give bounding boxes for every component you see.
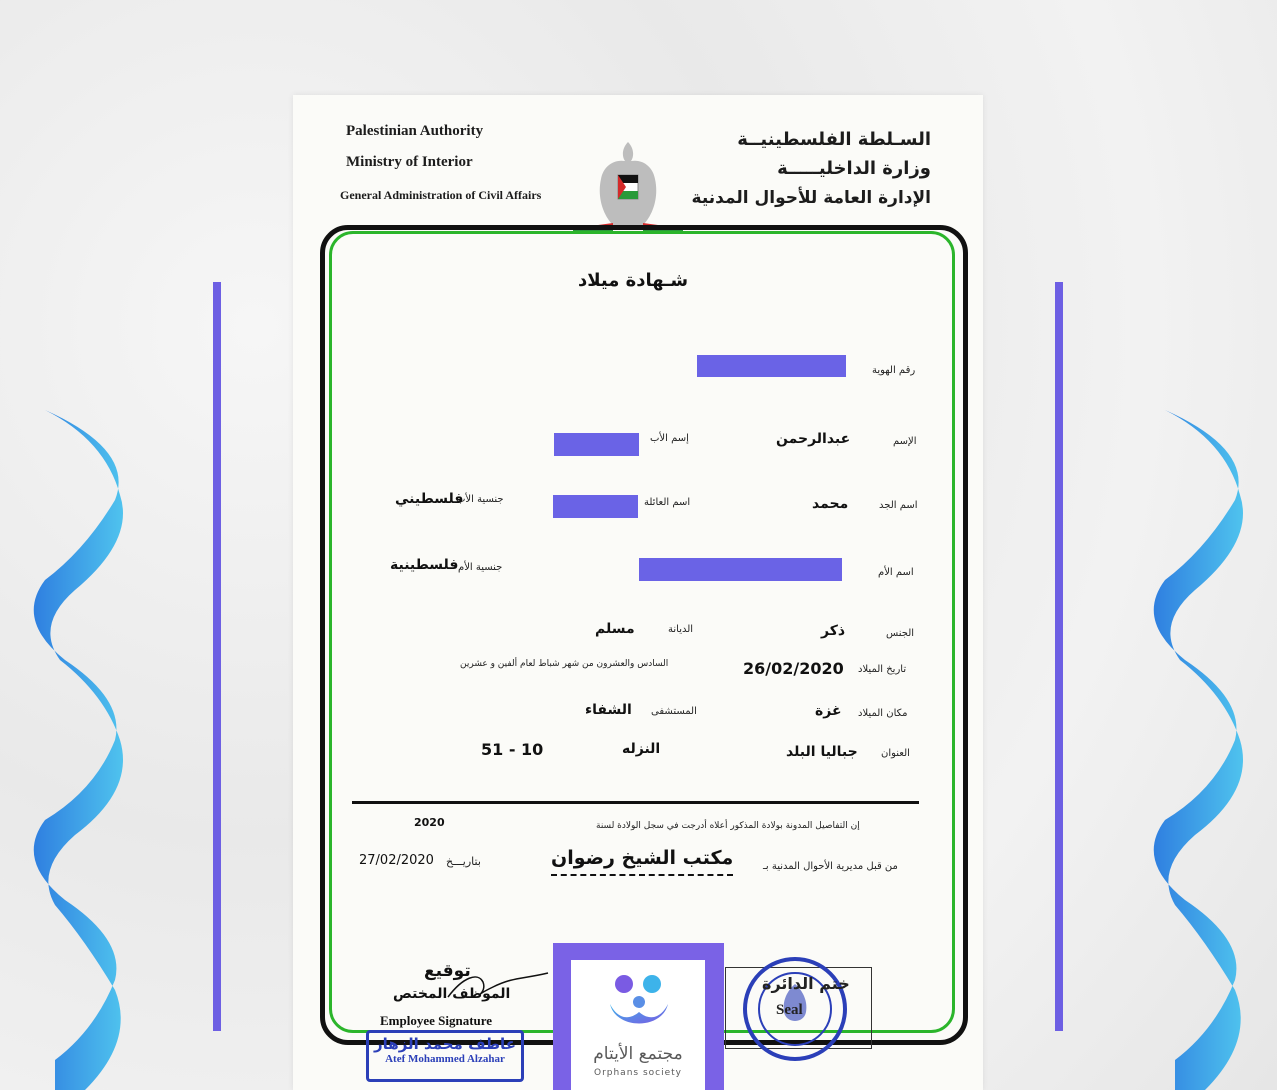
divider-line (352, 801, 919, 804)
id-label: رقم الهوية (872, 365, 916, 376)
birth-certificate-document (293, 95, 983, 1090)
hospital-value: الشفاء (585, 702, 632, 718)
logo-name-ar: مجتمع الأيتام (593, 1044, 683, 1064)
header-en-ministry: Ministry of Interior (346, 154, 473, 170)
religion-value: مسلم (595, 621, 635, 637)
name-value: عبدالرحمن (776, 431, 851, 447)
seal-label-ar: ختم الدائرة (762, 974, 850, 993)
right-wave-decoration (1145, 410, 1255, 1090)
header-en-authority: Palestinian Authority (346, 123, 484, 139)
dob-label: تاريخ الميلاد (858, 664, 907, 675)
grandfather-value: محمد (812, 496, 849, 512)
issue-date-value: 27/02/2020 (359, 853, 434, 868)
birthplace-value: غزة (815, 703, 842, 719)
certificate-title: شـهادة ميلاد (578, 270, 689, 291)
issued-by-label: من قبل مديرية الأحوال المدنية بـ (763, 861, 898, 872)
registration-year: 2020 (414, 816, 445, 829)
employee-label-ar: الموظف المختص (393, 986, 511, 1002)
father-nationality-value: فلسطيني (395, 491, 464, 507)
left-wave-decoration (25, 410, 135, 1090)
name-label: الإسم (893, 436, 917, 447)
signature-label-ar: توقيع (424, 961, 471, 981)
civil-office-value: مكتب الشيخ رضوان (551, 847, 733, 876)
header-ar-authority: السـلطة الفلسطينيــة (737, 129, 931, 150)
header-en-administration: General Administration of Civil Affairs (340, 188, 542, 202)
stamp-name-ar: عاطف محمد الزهار (374, 1035, 516, 1053)
orphans-society-logo (571, 960, 705, 1090)
address-house-number: 51 - 10 (481, 740, 544, 759)
right-accent-bar (1055, 282, 1063, 1031)
handwritten-signature (443, 967, 553, 1007)
birthplace-label: مكان الميلاد (858, 708, 908, 719)
eagle-emblem-icon (573, 137, 683, 232)
mother-name-redaction (639, 558, 842, 581)
header-ar-administration: الإدارة العامة للأحوال المدنية (691, 188, 931, 208)
dob-in-words: السادس والعشرون من شهر شباط لعام ألفين و عشرين (460, 659, 669, 669)
id-redaction (697, 355, 846, 377)
address-area-value: النزله (622, 741, 661, 757)
sex-value: ذكر (821, 623, 846, 639)
employee-name-stamp (366, 1030, 524, 1082)
stamp-name-en: Atef Mohammed Alzahar (385, 1053, 505, 1065)
seal-box (725, 967, 872, 1049)
mother-name-label: اسم الأم (878, 567, 914, 578)
dob-value: 26/02/2020 (743, 659, 844, 678)
issue-date-label: بتاريـــخ (446, 855, 481, 868)
mother-nationality-label: جنسية الأم (458, 562, 503, 573)
address-value: جباليا البلد (786, 744, 858, 760)
family-name-label: اسم العائلة (644, 497, 691, 508)
sex-label: الجنس (886, 628, 915, 639)
logo-name-en: Orphans society (593, 1068, 682, 1078)
religion-label: الديانة (668, 624, 694, 635)
family-logo-icon (606, 970, 672, 1038)
father-name-label: إسم الأب (650, 433, 689, 444)
grandfather-label: اسم الجد (879, 500, 918, 511)
address-label: العنوان (881, 748, 910, 759)
seal-label-en: Seal (776, 1002, 803, 1018)
registration-statement: إن التفاصيل المدونة بولادة المذكور أعلاه أدرجت في سجل الولادة لسنة (596, 821, 860, 831)
certificate-inner-frame (329, 231, 955, 1033)
father-name-redaction (554, 433, 639, 456)
family-name-redaction (553, 495, 638, 518)
header-ar-ministry: وزارة الداخليـــــة (777, 158, 931, 179)
mother-nationality-value: فلسطينية (390, 557, 459, 573)
hospital-label: المستشفى (651, 706, 697, 717)
father-nationality-label: جنسية الأب (456, 494, 504, 505)
left-accent-bar (213, 282, 221, 1031)
orphans-society-logo-frame (553, 943, 724, 1090)
employee-signature-label: Employee Signature (380, 1013, 493, 1028)
